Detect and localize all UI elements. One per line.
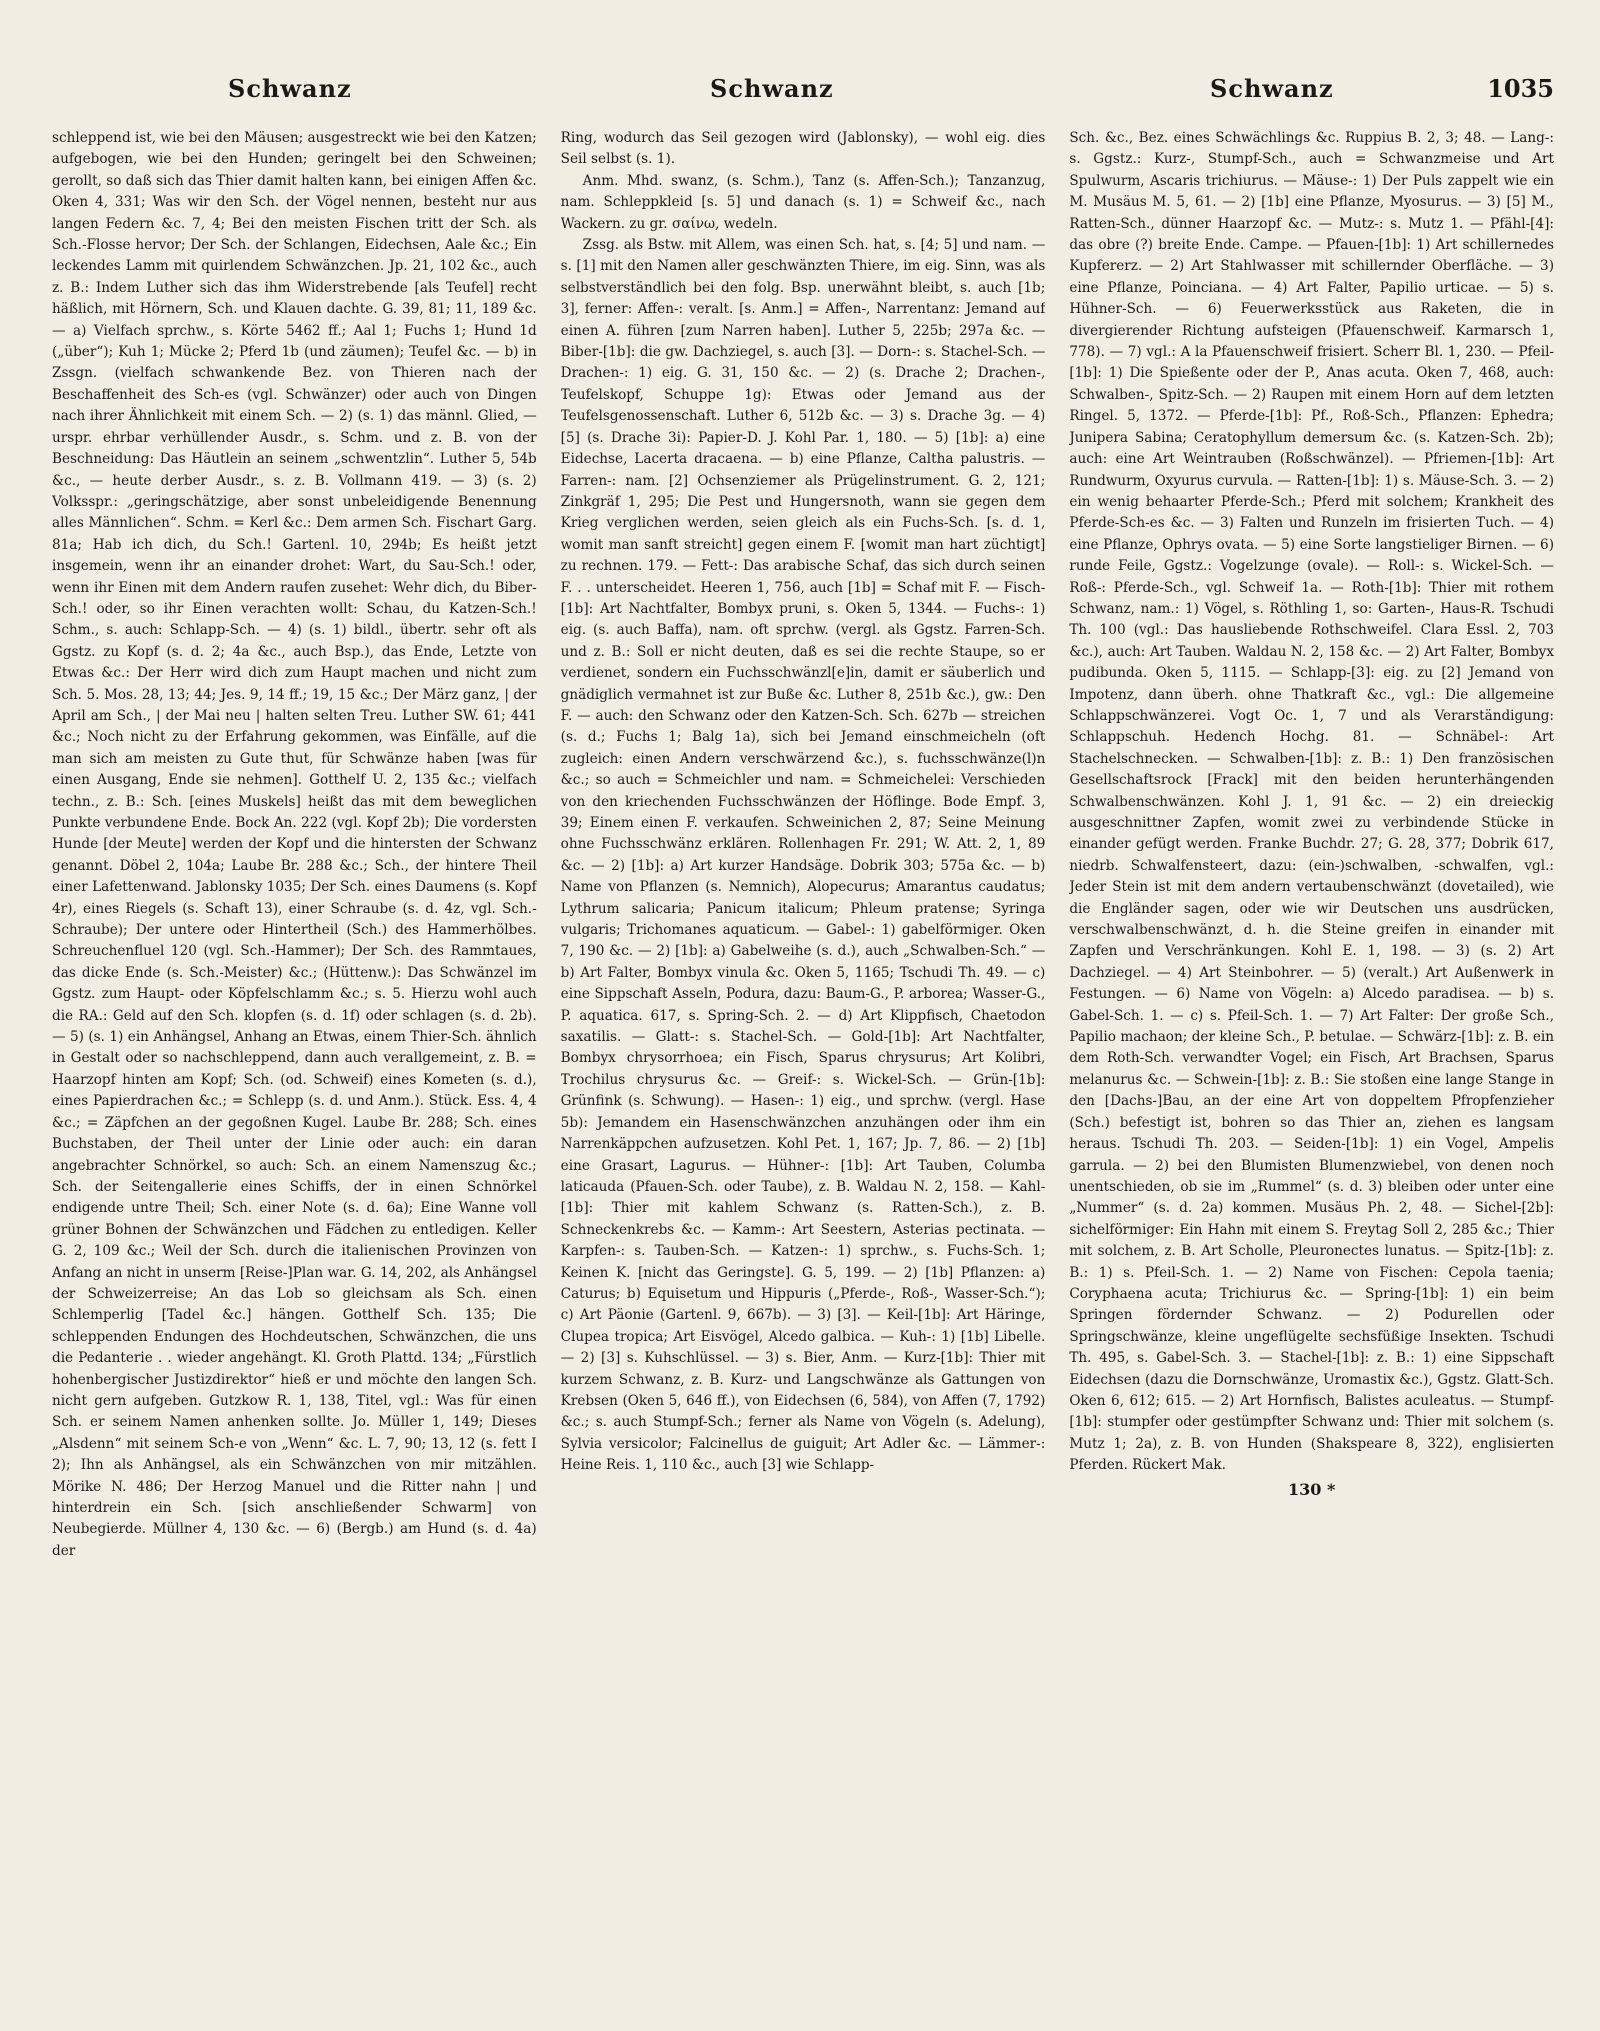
text-columns: [52, 128, 1554, 2018]
center-column-text-2: Zssg. als Bstw. mit Allem, was einen Sch. hat, s. [4; 5] und nam. — s. [1] mit den Namen aller geschwänzten Thiere, im eig. Sinn, was als selbstverständlich bei den folg. Bsp. unerwähnt bleibt, s. auch [1b; 3], ferner: Affen-: veralt. [s. Anm.] = Affen-, Narrentanz: Jemand auf einen A. führen [zum Narren haben]. Luther 5, 225b; 297a &c. — Biber-[1b]: die gw. Dachziegel, s. auch [3]. — Dorn-: s. Stachel-Sch. — Drachen-: 1) eig. G. 31, 150 &c. — 2) (s. Drache 2; Drachen-, Teufelskopf, Schuppe 1g): Etwas oder Jemand aus der Teufelsgenossenschaft. Luther 6, 512b &c. — 3) s. Drache 3g. — 4) [5] (s. Drache 3i): Papier-D. J. Kohl Par. 1, 180. — 5) [1b]: a) eine Eidechse, Lacerta dracaena. — b) eine Pflanze, Caltha palustris. — Farren-: nam. [2] Ochsenziemer als Prügelinstrument. G. 2, 121; Zinkgräf 1, 295; Die Pest und Hungersnoth, wann sie gegen dem Krieg verglichen werden, seien gleich als ein Fuchs-Sch. [s. d. 1, womit man sanft streicht] gegen einem F. [womit man hart züchtigt] zu rechnen. 179. — Fett-: Das arabische Schaf, das sich durch seinen F. . . unterscheidet. Heeren 1, 756, auch [1b] = Schaf mit F. — Fisch-[1b]: Art Nachtfalter, Bombyx pruni, s. Oken 5, 1344. — Fuchs-: 1) eig. (s. auch Baffa), nam. oft sprchw. (vergl. als Ggstz. Farren-Sch. und z. B.: Soll er nicht deuten, daß es sei die rechte Staupe, so er verdienet, sondern ein Fuchsschwänzl[e]in, damit er säuberlich und gnädiglich vermahnet ist zur Buße &c. Luther 8, 251b &c.), gw.: Den F. — auch: den Schwanz oder den Katzen-Sch. Sch. 627b — streichen (s. d.; Fuchs 1; Balg 1a), sich bei Jemand einschmeicheln (oft zugleich: einen Andern verschwärzend &c.), s. fuchsschwänze(l)n &c.; so auch = Schmeichler und nam. = Schmeichelei: Verschieden von den kriechenden Fuchsschwänzen der Höflinge. Bode Empf. 3, 39; Einem einen F. verkaufen. Schweinichen 2, 87; Seine Meinung ohne Fuchsschwänz erklären. Rollenhagen Fr. 291; W. Att. 2, 1, 89 &c. — 2) [1b]: a) Art kurzer Handsäge. Dobrik 303; 575a &c. — b) Name von Pflanzen (s. Nemnich), Alopecurus; Amarantus caudatus; Lythrum salicaria; Panicum italicum; Phleum pratense; Syringa vulgaris; Trichomanes aquaticum. — Gabel-: 1) gabelförmiger. Oken 7, 190 &c. — 2) [1b]: a) Gabelweihe (s. d.), auch „Schwalben-Sch.“ — b) Art Falter, Bombyx vinula &c. Oken 5, 1165; Tschudi Th. 49. — c) eine Sippschaft Asseln, Podura, dazu: Baum-G., P. arborea; Wasser-G., P. aquatica. 617, s. Spring-Sch. 2. — d) Art Klippfisch, Chaetodon saxatilis. — Glatt-: s. Stachel-Sch. — Gold-[1b]: Art Nachtfalter, Bombyx chrysorrhoea; ein Fisch, Sparus chrysurus; Art Kolibri, Trochilus chrysurus &c. — Greif-: s. Wickel-Sch. — Grün-[1b]: Grünfink (s. Schwung). — Hasen-: 1) eig., und sprchw. (vergl. Hase 5b): Jemandem ein Hasenschwänzchen anzuhängen oder ihm ein Narrenkäppchen aufzusetzen. Kohl Pet. 1, 167; Jp. 7, 86. — 2) [1b] eine Grasart, Lagurus. — Hühner-: [1b]: Art Tauben, Columba laticauda (Pfauen-Sch. oder Taube), z. B. Waldau N. 2, 158. — Kahl-[1b]: Thier mit kahlem Schwanz (s. Ratten-Sch.), z. B. Schneckenkrebs &c. — Kamm-: Art Seestern, Asterias pectinata. — Karpfen-: s. Tauben-Sch. — Katzen-: 1) sprchw., s. Fuchs-Sch. 1; Keinen K. [nicht das Geringste]. G. 5, 199. — 2) [1b] Pflanzen: a) Caturus; b) Equisetum und Hippuris („Pferde-, Roß-, Wasser-Sch.“); c) Art Päonie (Gartenl. 9, 667b). — 3) [3]. — Keil-[1b]: Art Häringe, Clupea tropica; Art Eisvögel, Alcedo galbica. — Kuh-: 1) [1b] Libelle. — 2) [3] s. Kuhschlüssel. — 3) s. Bier, Anm. — Kurz-[1b]: Thier mit kurzem Schwanz, z. B. Kurz- und Langschwänze als Gattungen von Krebsen (Oken 5, 646 ff.), von Eidechsen (6, 584), von Affen (7, 1792) &c.; s. auch Stumpf-Sch.; ferner als Name von Vögeln (s. Adelung), Sylvia versicolor; Falcinellus de guiguit; Art Adler &c. — Lämmer-: Heine Reis. 1, 110 &c., auch [3] wie Schlapp-: [560, 237, 1046, 1474]
right-column: [1069, 128, 1554, 2018]
signature-mark: 130 *: [1288, 1479, 1336, 1499]
center-running-head: Schwanz: [710, 74, 834, 103]
center-column-text-1: Ring, wodurch das Seil gezogen wird (Jablonsky), — wohl eig. dies Seil selbst (s. 1).: [560, 130, 1046, 168]
left-column: [52, 128, 537, 2018]
right-column-text: Sch. &c., Bez. eines Schwächlings &c. Ruppius B. 2, 3; 48. — Lang-: s. Ggstz.: Kurz-, Stumpf-Sch., auch = Schwanzmeise und Art Spulwurm, Ascaris trichiurus. — Mäuse-: 1) Der Puls zappelt wie ein M. Musäus M. 5, 61. — 2) [1b] eine Pflanze, Myosurus. — 3) [5] M., Ratten-Sch., dünner Haarzopf &c. — Mutz-: s. Mutz 1. — Pfähl-[4]: das obre (?) breite Ende. Campe. — Pfauen-[1b]: 1) Art schillernedes Kupfererz. — 2) Art Stahlwasser mit schillernder Oberfläche. — 3) eine Pflanze, Poinciana. — 4) Art Falter, Papilio urticae. — 5) s. Hühner-Sch. — 6) Feuerwerksstück aus Raketen, die in divergierender Richtung aufsteigen (Pfauenschweif. Karmarsch 1, 778). — 7) vgl.: A la Pfauenschweif frisiert. Scherr Bl. 1, 230. — Pfeil-[1b]: 1) Die Spießente oder der P., Anas acuta. Oken 7, 468, auch: Schwalben-, Spitz-Sch. — 2) Raupen mit einem Horn auf dem letzten Ringel. 5, 1372. — Pferde-[1b]: Pf., Roß-Sch., Pflanzen: Ephedra; Junipera Sabina; Ceratophyllum demersum &c. (s. Katzen-Sch. 2b); auch: eine Art Weintrauben (Roßschwänzel). — Pfriemen-[1b]: Art Rundwurm, Oxyurus curvula. — Ratten-[1b]: 1) s. Mäuse-Sch. 3. — 2) ein wenig behaarter Pferde-Sch.; Pferd mit solchem; Krankheit des Pferde-Sch-es &c. — 3) Falten und Runzeln im frisierten Tuch. — 4) eine Pflanze, Ophrys ovata. — 5) eine Sorte langstieliger Birnen. — 6) runde Feile, Ggstz.: Vogelzunge (ovale). — Roll-: s. Wickel-Sch. — Roß-: Pferde-Sch., vgl. Schweif 1a. — Roth-[1b]: Thier mit rothem Schwanz, nam.: 1) Vögel, s. Röthling 1, so: Garten-, Haus-R. Tschudi Th. 100 (vgl.: Das hausliebende Rothschweifel. Clara Essl. 2, 703 &c.), auch: Art Tauben. Waldau N. 2, 158 &c. — 2) Art Falter, Bombyx pudibunda. Oken 5, 1115. — Schlapp-[3]: eig. zu [2] Jemand von Impotenz, dann überh. ohne Thatkraft &c., vgl.: Die allgemeine Schlappschwänzerei. Vogt Oc. 1, 7 und als Verarständigung: Schlappschuh. Hedench Hochg. 81. — Schnäbel-: Art Stachelschnecken. — Schwalben-[1b]: z. B.: 1) Den französischen Gesellschaftsrock [Frack] mit den beiden herunterhängenden Schwalbenschwänzen. Kohl J. 1, 91 &c. — 2) ein dreieckig ausgeschnittner Zapfen, womit zwei zu verbindende Stücke in einander gefügt werden. Franke Buchdr. 27; G. 28, 377; Dobrik 617, niedrb. Schwalfensteert, dazu: (ein-)schwalben, -schwalfen, vgl.: Jeder Stein ist mit dem andern vertaubenschwänzt (dovetailed), wie die Engländer sagen, oder wie wir Deutschen uns ausdrücken, verschwalbenschwänzt, d. h. die Steine greifen in einander mit Zapfen und Verschränkungen. Kohl E. 1, 198. — 3) (s. 2) Art Dachziegel. — 4) Art Steinbohrer. — 5) (veralt.) Art Außenwerk in Festungen. — 6) Name von Vögeln: a) Alcedo paradisea. — b) s. Gabel-Sch. 1. — c) s. Pfeil-Sch. 1. — 7) Art Falter: Der große Sch., Papilio machaon; der kleine Sch., P. betulae. — Schwärz-[1b]: z. B. ein dem Roth-Sch. verwandter Vogel; ein Fisch, Art Brachsen, Sparus melanurus &c. — Schwein-[1b]: z. B.: Sie stoßen eine lange Stange in den [Dachs-]Bau, an der eine Art von doppeltem Pfropfenzieher (Sch.) befestigt ist, bohren so das Thier an, ziehen es langsam heraus. Tschudi Th. 203. — Seiden-[1b]: 1) ein Vogel, Ampelis garrula. — 2) bei den Blumisten Blumenzwiebel, von denen noch unentschieden, ob sie im „Rummel“ (s. d. 3) bleiben oder unter eine „Nummer“ (s. d. 2a) kommen. Musäus Ph. 2, 48. — Sichel-[2b]: sichelförmiger: Ein Hahn mit einem S. Freytag Soll 2, 285 &c.; Thier mit solchem, z. B. Art Scholle, Pleuronectes lunatus. — Spitz-[1b]: z. B.: 1) s. Pfeil-Sch. 1. — 2) Name von Fischen: Cepola taenia; Coryphaena acuta; Trichiurus &c. — Spring-[1b]: 1) ein beim Springen fördernder Schwanz. — 2) Podurellen oder Springschwänze, kleine ungeflügelte sechsfüßige Insekten. Tschudi Th. 495, s. Gabel-Sch. 3. — Stachel-[1b]: z. B.: 1) eine Sippschaft Eidechsen (dazu die Dornschwänze, Uromastix &c.), Ggstz. Glatt-Sch. Oken 6, 612; 615. — 2) Art Hornfisch, Balistes aculeatus. — Stumpf-[1b]: stumpfer oder gestümpfter Schwanz und: Thier mit solchem (s. Mutz 1; 2a), z. B. von Hunden (Shakspeare 8, 322), englisierten Pferden. Rückert Mak.: [1069, 130, 1555, 1474]
left-running-head: Schwanz: [228, 74, 352, 103]
left-column-text: schleppend ist, wie bei den Mäusen; ausgestreckt wie bei den Katzen; aufgebogen, wie bei den Hunden; geringelt bei den Schweinen; gerollt, so daß sich das Thier damit halten kann, bei einigen Affen &c. Oken 4, 331; Was wir den Sch. der Vögel nennen, besteht nur aus langen Federn &c. 7, 4; Bei den meisten Fischen tritt der Sch. als Sch.-Flosse hervor; Der Sch. der Schlangen, Eidechsen, Aale &c.; Ein leckendes Lamm mit quirlendem Schwänzchen. Jp. 21, 102 &c., auch z. B.: Indem Luther sich das ihm Widerstrebende [als Teufel] recht häßlich, mit Hörnern, Sch. und Klauen dachte. G. 39, 81; 11, 189 &c. — a) Vielfach sprchw., s. Körte 5462 ff.; Aal 1; Fuchs 1; Hund 1d („über“); Kuh 1; Mücke 2; Pferd 1b (und zäumen); Teufel &c. — b) in Zssgn. (vielfach schwankende Bez. von Thieren nach der Beschaffenheit des Sch-es (vgl. Schwänzer) oder auch von Dingen nach ihrer Ähnlichkeit mit einem Sch. — 2) (s. 1) das männl. Glied, — urspr. ehrbar verhüllender Ausdr., s. Schm. und z. B. von der Beschneidung: Das Häutlein an seinem „schwentzlin“. Luther 5, 54b &c., — heute derber Ausdr., s. z. B. Vollmann 419. — 3) (s. 2) Volksspr.: „geringschätzige, aber sonst unbeleidigende Benennung alles Männlichen“. Schm. = Kerl &c.: Dem armen Sch. Fischart Garg. 81a; Hab ich dich, du Sch.! Gartenl. 10, 294b; Es heißt jetzt insgemein, wenn ihr an einander drohet: Wart, du Sau-Sch.! oder, wenn ihr Einen mit dem Andern raufen zusehet: Wehr dich, du Biber-Sch.! oder, so ihr Einen verachten wollt: Schau, du Katzen-Sch.! Schm., s. auch: Schlapp-Sch. — 4) (s. 1) bildl., übertr. sehr oft als Ggstz. zu Kopf (s. d. 2; 4a &c., auch Bsp.), das Ende, Letzte von Etwas &c.: Der Herr wird dich zum Haupt machen und nicht zum Sch. 5. Mos. 28, 13; 44; Jes. 9, 14 ff.; 19, 15 &c.; Der März ganz, | der April am Sch., | der Mai neu | halten selten Treu. Luther SW. 61; 441 &c.; Noch nicht zu der Erfahrung gekommen, was Einfälle, auf die man sich am meisten zu Gute thut, für Schwänze haben [was für einen Ausgang, Ende sie nehmen]. Gotthelf U. 2, 135 &c.; vielfach techn., z. B.: Sch. [eines Muskels] heißt das mit dem beweglichen Punkte verbundene Ende. Bock An. 222 (vgl. Kopf 2b); Die vordersten Hunde [der Meute] werden der Kopf und die hintersten der Schwanz genannt. Döbel 2, 104a; Laube Br. 288 &c.; Sch., der hintere Theil einer Lafettenwand. Jablonsky 1035; Der Sch. eines Daumens (s. Kopf 4r), eines Riegels (s. Schaft 13), einer Schraube (s. d. 4z, vgl. Sch.-Schraube); Der untere oder Hintertheil (Sch.) des Hammerhölbes. Schreuchenfluel 120 (vgl. Sch.-Hammer); Der Sch. des Rammtaues, das dicke Ende (s. Sch.-Meister) &c.; (Hüttenw.): Das Schwänzel im Ggstz. zum Haupt- oder Köpfelschlamm &c.; s. 5. Hierzu wohl auch die RA.: Geld auf den Sch. klopfen (s. d. 1f) oder schlagen (s. d. 2b). — 5) (s. 1) ein Anhängsel, Anhang an Etwas, einem Thier-Sch. ähnlich in Gestalt oder so nachschleppend, dann auch verallgemeint, z. B. = Haarzopf hinten am Kopf; Sch. (od. Schweif) eines Kometen (s. d.), eines Papierdrachen &c.; = Schlepp (s. d. und Anm.). Stück. Ess. 4, 4 &c.; = Zäpfchen an der gegoßnen Kugel. Laube Br. 288; Sch. eines Buchstaben, der Theil unter der Linie oder auch: ein daran angebrachter Schnörkel, so auch: Sch. an einem Namenszug &c.; Sch. der Seitengallerie eines Schiffs, der in einen Schnörkel endigende untre Theil; Sch. einer Note (s. d. 6a); Eine Wanne voll grüner Bohnen der Schwänzchen und Fädchen zu entledigen. Keller G. 2, 109 &c.; Weil der Sch. durch die italienischen Provinzen von Anfang an nicht in unserm [Reise-]Plan war. G. 14, 202, als Anhängsel der Schweizerreise; An das Lob so gleichsam als Sch. einen Schlemperlig [Tadel &c.] hängen. Gotthelf Sch. 135; Die schleppenden Endungen des Hochdeutschen, Schwänzchen, die uns die Pedanterie . . wieder angehängt. Kl. Groth Plattd. 134; „Fürstlich hohenbergischer Justizdirektor“ hieß er und möchte den langen Sch. nicht gern aufgeben. Gutzkow R. 1, 138, Titel, vgl.: Was für einen Sch. er seinem Namen anhenken sollte. Jo. Müller 1, 149; Dieses „Alsdenn“ mit seinem Sch-e von „Wenn“ &c. L. 7, 90; 13, 12 (s. fett I 2); Ihn als Anhängsel, als ein Schwänzchen von mir mitzählen. Mörike N. 486; Der Herzog Manuel und die Ritter nahn | und hinterdrein ein Sch. [sich anschließender Schwarm] von Neubegierde. Müllner 4, 130 &c. — 6) (Bergb.) am Hund (s. d. 4a) der: [52, 130, 537, 1559]
center-column: [561, 128, 1046, 2018]
center-column-note: Anm. Mhd. swanz, (s. Schm.), Tanz (s. Affen-Sch.); Tanzanzug, nam. Schleppkleid [s. 5] und danach (s. 1) = Schweif &c., nach Wackern. zu gr. σαίνω, wedeln.: [560, 172, 1046, 232]
right-running-head: Schwanz: [1210, 74, 1334, 103]
page-header: [0, 74, 1600, 114]
page-number: 1035: [1487, 74, 1554, 103]
